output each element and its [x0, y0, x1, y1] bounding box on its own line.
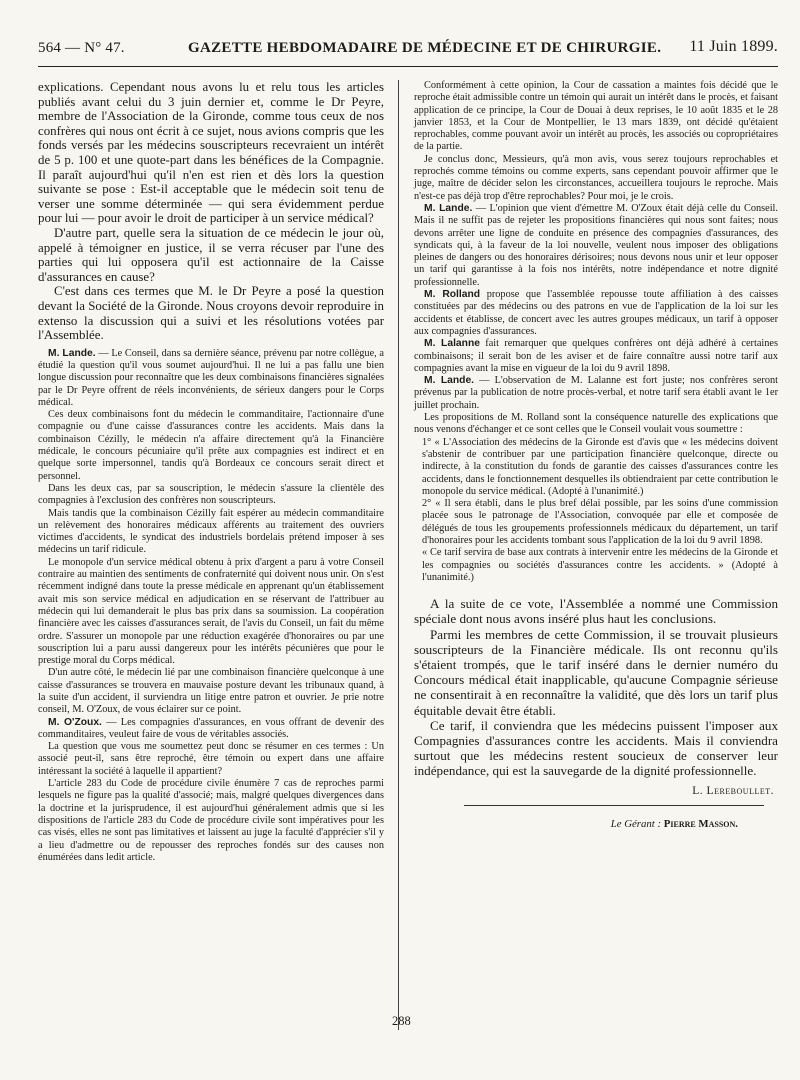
- paragraph: Parmi les membres de cette Commission, il se trouvait plusieurs souscripteurs de la Financière médicale. Ils ont reconnu qu'ils s'étaient trompés, que le tarif inséré dans le dernier numéro du Concours médical était inapplicable, qu'aucune Compagnie sérieuse ne consentirait à en reconnaître la validité, que dès lors un tarif plus équitable devait être établi.: [414, 626, 778, 718]
- paragraph: A la suite de ce vote, l'Assemblée a nommé une Commission spéciale dont nous avons inséré plus haut les conclusions.: [414, 596, 778, 627]
- speaker-name: M. Rolland: [424, 289, 481, 301]
- paragraph: La question que vous me soumettez peut donc se résumer en ces termes : Un associé peut-il, sans être reproché, être témoin ou expert dans une affaire intéressant la société à laquelle il appartient?: [38, 741, 384, 777]
- speaker-name: M. Lande.: [48, 347, 96, 359]
- intro-text: [38, 80, 384, 343]
- page-header: [38, 36, 778, 62]
- speaker-paragraph: [38, 717, 384, 742]
- resolution-3: « Ce tarif servira de base aux contrats à intervenir entre les médecins de la Gironde et les compagnies ou sociétés d'assurances contre les accidents. » (Adopté à l'unanimité.): [422, 547, 778, 583]
- speech-text: propose que l'assemblée repousse toute affiliation à des caisses constituées par des médecins ou des patrons en vue de l'application de la loi sur les accidents et établisse, de concert avec les autres groupes médicaux, un tarif à opposer aux compagnies d'assurances.: [414, 289, 778, 337]
- signature-rule: [464, 805, 764, 806]
- speaker-name: M. Lande.: [424, 375, 475, 387]
- manager-label: Le Gérant :: [610, 817, 664, 830]
- speaker-paragraph: [414, 289, 778, 338]
- speaker-paragraph: [414, 338, 778, 375]
- left-column: [38, 80, 384, 864]
- resolution-1: 1° « L'Association des médecins de la Gironde est d'avis que « les médecins doivent s'abstenir de contribuer par une participation financière quelconque, directe ou indirecte, à la constitution du fonds de garantie des caisses d'assurances contre les accidents, dans le fonctionnement desquelles ils obtiendraient par cette contribution le monopole du service médical. (Adopté à l'unanimité.): [422, 436, 778, 497]
- paragraph: explications. Cependant nous avons lu et relu tous les articles publiés avant celui du 3 juin dernier et, comme le Dr Peyre, membre de l'Association de la Gironde, comme tous ceux de nos confrères qui nous ont écrit à ce sujet, nous avions compris que les fonds versés par les médecins souscripteurs recevraient un intérêt de 5 p. 100 et une quote-part dans les bénéfices de la Compagnie. Il paraît aujourd'hui qu'il n'en est rien et dès lors la question suivante se pose : Est-il acceptable que le médecin soit tenu de verser une somme déterminée — qui sera évidemment perdue pour lui — pour avoir le droit de participer à un service médical?: [38, 80, 384, 226]
- paragraph: Dans les deux cas, par sa souscription, le médecin s'assure la clientèle des compagnies à l'exclusion des confrères non souscripteurs.: [38, 482, 384, 507]
- author-signature: L. Lereboullet.: [692, 784, 774, 797]
- conclusion-text: [414, 596, 778, 778]
- paragraph: Ces deux combinaisons font du médecin le commanditaire, l'actionnaire d'une compagnie ou d'une caisse d'assurances contre les accidents. Mais dans la combinaison Cézilly, le médecin n'a affaire directement qu'à la Financière médicale, le concours pécuniaire qu'il prête aux compagnies est indirect et en quelque sorte impersonnel, tandis qu'à Bordeaux ce concours serait direct et personnel.: [38, 409, 384, 482]
- paragraph: C'est dans ces termes que M. le Dr Peyre a posé la question devant la Société de la Gironde. Nous croyons devoir reproduire in extenso la discussion qui a suivi et les résolutions votées par l'Assemblée.: [38, 284, 384, 343]
- speaker-paragraph: [414, 375, 778, 412]
- paragraph: L'article 283 du Code de procédure civile énumère 7 cas de reproches parmi lesquels ne figure pas la qualité d'associé; mais, malgré quelques divergences dans la doctrine et la jurisprudence, il est aujourd'hui généralement admis que si les dispositions de l'article 283 du Code de procédure civile sont impératives pour les cas visés, elles ne sont pas limitatives et laissent au juge la faculté d'apprécier s'il y a lieu d'admettre ou de repousser des reproches fondés sur des causes non énumérées dans ledit article.: [38, 778, 384, 863]
- speaker-paragraph: [414, 203, 778, 289]
- right-column: [414, 80, 778, 830]
- paragraph: Les propositions de M. Rolland sont la conséquence naturelle des explications que nous venons d'échanger et ce sont celles que le Conseil voulait vous soumettre :: [414, 412, 778, 436]
- newspaper-page: [38, 36, 778, 1066]
- discussion-text: [38, 348, 384, 864]
- paragraph: D'un autre côté, le médecin lié par une combinaison financière quelconque à une caisse d'assurances se trouvera en mauvaise posture devant les tribunaux quand, à la suite d'un accident, il surviendra un litige entre patron et ouvrier. Je prie notre conseil, M. O'Zoux, de vous éclairer sur ce point.: [38, 667, 384, 716]
- speech-text: — L'observation de M. Lalanne est fort juste; nos confrères seront prévenus par la publication de notre procès-verbal, et notre tarif sera établi avant le 1er juillet prochain.: [414, 375, 778, 411]
- manager-line: [414, 818, 778, 830]
- paragraph: Mais tandis que la combinaison Cézilly fait espérer au médecin commanditaire un relèvement des honoraires médicaux afférents au traitement des ouvriers victimes d'accidents, le syndicat des industriels bordelais prétend imposer à ses médecins un tarif ridicule.: [38, 507, 384, 556]
- speaker-name: M. Lande.: [424, 202, 473, 214]
- speech-text: fait remarquer que quelques confrères ont déjà adhéré à certaines combinaisons; il serait bon de les aviser et de faire connaître aussi notre tarif aux compagnies avant la mise en vigueur de la loi du 9 avril 1898.: [414, 338, 778, 374]
- speaker-paragraph: [38, 348, 384, 409]
- speaker-name: M. Lalanne: [424, 338, 480, 350]
- paragraph: Je conclus donc, Messieurs, qu'à mon avis, vous serez toujours reprochables et reprochés comme témoins ou comme experts, sans cependant pouvoir affirmer que le juge, maître de décider selon les circonstances, accueillera toujours le reproche. Mais n'est-ce pas déjà trop d'être reprochables? Pour moi, je le crois.: [414, 153, 778, 202]
- resolution-2: 2° « Il sera établi, dans le plus bref délai possible, par les soins d'une commission placée sous le patronage de l'Association, convoquée par elle et composée de délégués de tous les groupements professionnels médicaux du département, un tarif d'honoraires pour les accidents tombant sous l'application de la loi du 9 avril 1898.: [422, 498, 778, 546]
- paragraph: Ce tarif, il conviendra que les médecins puissent l'imposer aux Compagnies d'assurances contre les accidents. Mais il conviendra surtout que les médecins restent soucieux de conserver leur indépendance, qui est la sauvegarde de la dignité professionnelle.: [414, 717, 778, 779]
- speaker-name: M. O'Zoux.: [48, 716, 102, 728]
- page-number: 288: [392, 1014, 411, 1028]
- header-issue-number: 564 — N° 47.: [38, 40, 125, 56]
- header-date: 11 Juin 1899.: [689, 38, 778, 55]
- paragraph: Conformément à cette opinion, la Cour de cassation a maintes fois décidé que le reproche était admissible contre un témoin qui aurait un intérêt dans le procès, et faisant application de ce principe, la Cour de Douai à deux reprises, le 10 août 1835 et le 28 janvier 1853, et la Cour de Montpellier, le 13 mars 1839, ont décidé qu'étaient reprochables, comme pouvant avoir un intérêt au procès, les associés ou copropriétaires de la partie.: [414, 80, 778, 153]
- speech-text: — Les compagnies d'assurances, en vous offrant de devenir des commanditaires, veuleut faire de vous de véritables associés.: [38, 716, 384, 740]
- header-journal-title: GAZETTE HEBDOMADAIRE DE MÉDECINE ET DE CHIRURGIE.: [188, 40, 662, 56]
- discussion-continued: [414, 80, 778, 584]
- speech-text: — Le Conseil, dans sa dernière séance, prévenu par notre collègue, a étudié la question qu'il vous soumet aujourd'hui. Il ne lui a pas fallu une bien longue discussion pour reconnaître que les deux combinaisons financières signalées par le Dr Peyre offrent de réels inconvénients, de sérieux dangers pour le Corps médical.: [38, 347, 385, 408]
- column-divider: [398, 80, 399, 1030]
- manager-name: Pierre Masson.: [663, 817, 738, 830]
- header-rule: [38, 66, 778, 67]
- paragraph: Le monopole d'un service médical obtenu à prix d'argent a paru à votre Conseil contraire au maintien des sentiments de confraternité qui doivent nous unir. On s'est récemment indigné dans toute la presse médicale en apprenant qu'un établissement avait mis son service médical en adjudication en se réservant de l'attribuer au médecin qui lui demanderait le plus bas prix dans sa soumission. La coopération financière avec les caisses d'assurances serait, de l'avis du Conseil, un fait du même ordre. S'assurer un monopole par une réduction exagérée d'honoraires ou par une souscription lui a paru aussi dangereux pour les intérêts pécunières que pour le prestige moral du Corps médical.: [38, 556, 384, 667]
- paragraph: D'autre part, quelle sera la situation de ce médecin le jour où, appelé à témoigner en justice, il se verra récuser par l'une des parties qui lui opposera qu'il est actionnaire de la Caisse d'assurances en cause?: [38, 225, 384, 284]
- speech-text: — L'opinion que vient d'émettre M. O'Zoux était déjà celle du Conseil. Mais il ne suffit pas de rejeter les propositions financières qui nous sont faites; nous devons arrêter une ligne de conduite en présence des compagnies d'assurances, des syndicats qui, à la faveur de la loi nouvelle, veulent nous imposer des obligations pleines de dangers ou des honoraires dérisoires; nous devons nous unir et leur opposer un tarif qui garantisse à la fois nos intérêts, notre indépendance et notre dignité professionnelle.: [414, 202, 778, 288]
